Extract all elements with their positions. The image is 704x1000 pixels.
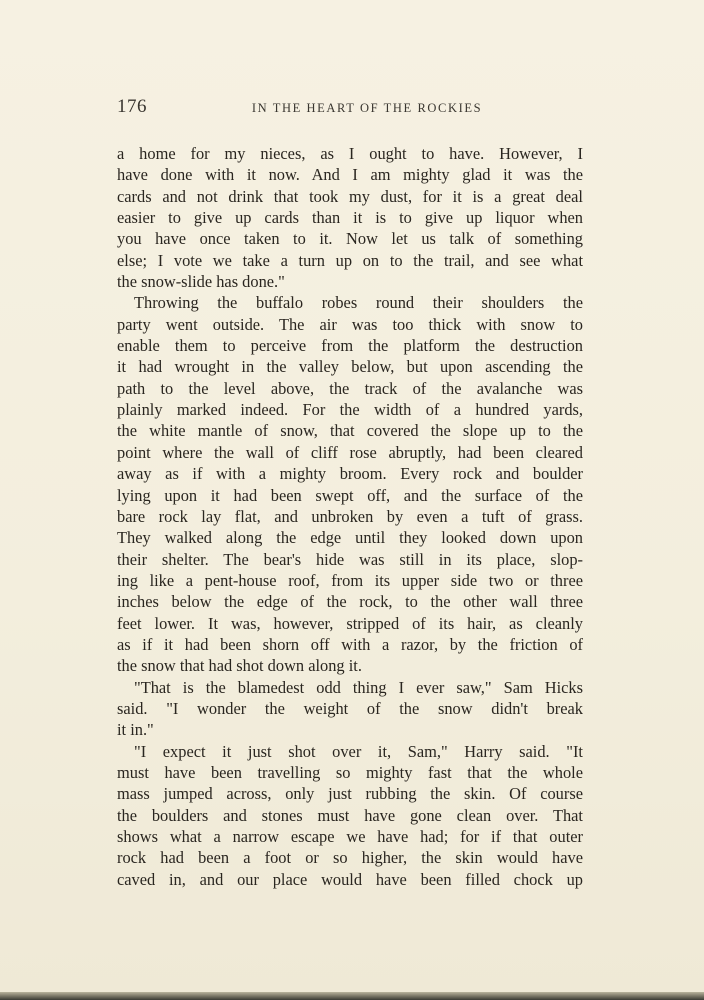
text-line: the snow that had shot down along it. bbox=[117, 656, 362, 676]
text-line: have done with it now. And I am mighty glad it was the bbox=[117, 165, 583, 185]
text-line: enable them to perceive from the platform the destruction bbox=[117, 336, 583, 356]
text-line: you have once taken to it. Now let us talk of something bbox=[117, 229, 583, 249]
text-line: feet lower. It was, however, stripped of its hair, as cleanly bbox=[117, 613, 583, 633]
text-line: caved in, and our place would have been filled chock up bbox=[117, 869, 583, 889]
text-line: "I expect it just shot over it, Sam," Harry said. "It bbox=[134, 741, 583, 761]
text-line: Throwing the buffalo robes round their shoulders the bbox=[134, 293, 583, 313]
text-line: away as if with a mighty broom. Every rock and boulder bbox=[117, 464, 583, 484]
text-line: point where the wall of cliff rose abruptly, had been cleared bbox=[117, 442, 583, 462]
text-line: the boulders and stones must have gone clean over. That bbox=[117, 805, 583, 825]
text-line: ing like a pent-house roof, from its upper side two or three bbox=[117, 570, 583, 590]
running-title: IN THE HEART OF THE ROCKIES bbox=[251, 101, 483, 115]
page-header bbox=[117, 96, 587, 122]
text-line: said. "I wonder the weight of the snow didn't break bbox=[117, 698, 583, 718]
text-line: "That is the blamedest odd thing I ever saw," Sam Hicks bbox=[134, 677, 583, 697]
text-line: the snow-slide has done." bbox=[117, 272, 285, 292]
text-line: cards and not drink that took my dust, for it is a great deal bbox=[117, 186, 583, 206]
page-number: 176 bbox=[117, 96, 147, 117]
text-line: as if it had been shorn off with a razor, by the friction of bbox=[117, 634, 583, 654]
text-line: else; I vote we take a turn up on to the trail, and see what bbox=[117, 250, 583, 270]
text-line: path to the level above, the track of the avalanche was bbox=[117, 378, 583, 398]
text-line: inches below the edge of the rock, to the other wall three bbox=[117, 592, 583, 612]
text-line: it had wrought in the valley below, but upon ascending the bbox=[117, 357, 583, 377]
text-line: must have been travelling so mighty fast that the whole bbox=[117, 762, 583, 782]
body-text bbox=[117, 143, 583, 890]
text-line: lying upon it had been swept off, and the surface of the bbox=[117, 485, 583, 505]
text-line: a home for my nieces, as I ought to have. However, I bbox=[117, 144, 583, 163]
text-line: their shelter. The bear's hide was still in its place, slop- bbox=[117, 549, 583, 569]
text-line: party went outside. The air was too thick with snow to bbox=[117, 314, 583, 334]
text-line: shows what a narrow escape we have had; for if that outer bbox=[117, 827, 583, 846]
text-line: plainly marked indeed. For the width of a hundred yards, bbox=[117, 400, 583, 420]
text-line: They walked along the edge until they looked down upon bbox=[117, 528, 583, 548]
text-line: easier to give up cards than it is to give up liquor when bbox=[117, 208, 583, 228]
text-line: it in." bbox=[117, 720, 154, 740]
page-bottom-edge bbox=[0, 992, 704, 1000]
text-line: bare rock lay flat, and unbroken by even a tuft of grass. bbox=[117, 506, 583, 526]
text-line: the white mantle of snow, that covered the slope up to the bbox=[117, 421, 583, 441]
text-line: mass jumped across, only just rubbing the skin. Of course bbox=[117, 784, 583, 804]
text-line: rock had been a foot or so higher, the skin would have bbox=[117, 848, 583, 868]
